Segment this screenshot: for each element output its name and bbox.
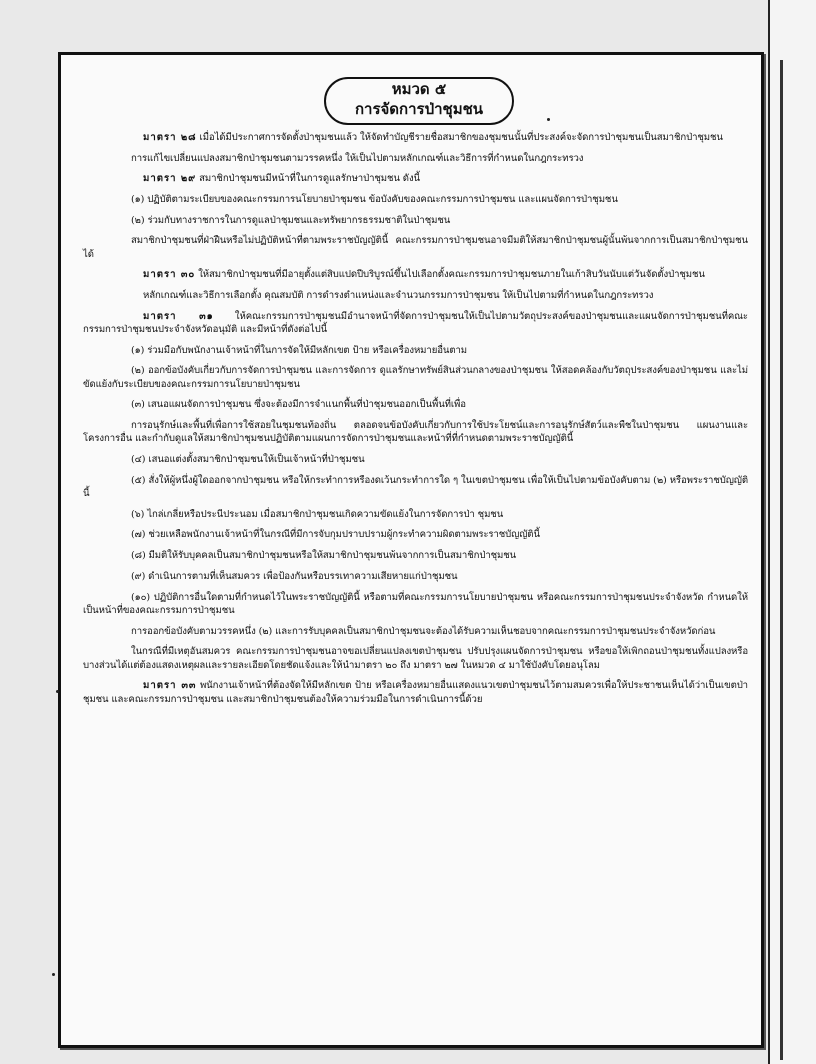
paragraph — [83, 234, 748, 261]
paragraph — [83, 453, 748, 466]
paragraph-text: ให้สมาชิกป่าชุมชนที่มีอายุตั้งแต่สิบแปดปีบริบูรณ์ขึ้นไปเลือกตั้งคณะกรรมการป่าชุมชนภายในเก้าสิบวันนับแต่วันจัดตั้งป่าชุมชน — [195, 269, 705, 281]
paragraph-text: (๑) ปฏิบัติตามระเบียบของคณะกรรมการนโยบายป่าชุมชน ข้อบังคับของคณะกรรมการป่าชุมชน และแผนจัดการป่าชุมชน — [131, 194, 618, 206]
paragraph-text: (๒) ออกข้อบังคับเกี่ยวกับการจัดการป่าชุมชน และการจัดการ ดูแลรักษาทรัพย์สินส่วนกลางของป่าชุมชน ให้สอดคล้องกับวัตถุประสงค์ของป่าชุมชน และไม่ขัดแย้งกับระเบียบของคณะกรรมการนโยบายป่าชุมชน — [83, 365, 748, 390]
paragraph-text: (๒) ร่วมกับทางราชการในการดูแลป่าชุมชนและทรัพยากรธรรมชาติในป่าชุมชน — [131, 214, 451, 226]
chapter-heading — [324, 77, 514, 125]
paragraph — [83, 398, 748, 411]
paragraph-text: (๕) สั่งให้ผู้หนึ่งผู้ใดออกจากป่าชุมชน หรือให้กระทำการหรืองดเว้นกระทำการใด ๆ ในเขตป่าชุมชน เพื่อให้เป็นไปตามข้อบังคับตาม (๒) หรือพระราชบัญญัตินี้ — [83, 474, 748, 500]
paragraph — [83, 289, 748, 302]
paragraph-text: (๑๐) ปฏิบัติการอื่นใดตามที่กำหนดไว้ในพระราชบัญญัตินี้ หรือตามที่คณะกรรมการนโยบายป่าชุมชน หรือคณะกรรมการป่าชุมชนประจำจังหวัด กำหนดให้เป็นหน้าที่ของคณะกรรมการป่าชุมชน — [83, 591, 748, 616]
section-label: มาตรา ๒๙ — [143, 173, 197, 185]
paragraph — [83, 570, 748, 583]
paragraph-text: สมาชิกป่าชุมชนมีหน้าที่ในการดูแลรักษาป่าชุมชน ดังนี้ — [196, 173, 420, 185]
adjacent-page-edge — [768, 0, 816, 1064]
paragraph-text: ในกรณีที่มีเหตุอันสมควร คณะกรรมการป่าชุมชนอาจขอเปลี่ยนแปลงเขตป่าชุมชน ปรับปรุงแผนจัดการป่าชุมชน หรือขอให้เพิกถอนป่าชุมชนทั้งแปลงหรือบางส่วนได้แต่ต้องแสดงเหตุผลและรายละเอียดโดยชัดแจ้งและให้นำมาตรา ๒๐ ถึง มาตรา ๒๗ ในหมวด ๔ มาใช้บังคับโดยอนุโลม — [83, 646, 748, 671]
paragraph — [83, 193, 748, 206]
document-body — [83, 131, 748, 713]
document-page — [58, 52, 764, 1048]
paragraph-text: การอนุรักษ์และพื้นที่เพื่อการใช้สอยในชุมชนท้องถิ่น ตลอดจนข้อบังคับเกี่ยวกับการใช้ประโยชน์และการอนุรักษ์สัตว์และพืชในป่าชุมชน แผนงานและโครงการอื่น และกำกับดูแลให้สมาชิกป่าชุมชนปฏิบัติตามแผนการจัดการป่าชุมชนและหน้าที่ที่กำหนดตามพระราชบัญญัตินี้ — [83, 420, 748, 445]
paragraph — [83, 528, 748, 541]
paragraph-text: พนักงานเจ้าหน้าที่ต้องจัดให้มีหลักเขต ป้าย หรือเครื่องหมายอื่นแสดงแนวเขตป่าชุมชนไว้ตามสมควรเพื่อให้ประชาชนเห็นได้ว่าเป็นเขตป่าชุมชน และคณะกรรมการป่าชุมชน และสมาชิกป่าชุมชนต้องให้ความร่วมมือในการดำเนินการนี้ด้วย — [83, 680, 748, 705]
paragraph — [83, 214, 748, 227]
paragraph-text: (๓) เสนอแผนจัดการป่าชุมชน ซึ่งจะต้องมีการจำแนกพื้นที่ป่าชุมชนออกเป็นพื้นที่เพื่อ — [131, 399, 466, 411]
scan-speck — [52, 973, 55, 976]
paragraph-text: การแก้ไขเปลี่ยนแปลงสมาชิกป่าชุมชนตามวรรคหนึ่ง ให้เป็นไปตามหลักเกณฑ์และวิธีการที่กำหนดในกฎกระทรวง — [131, 152, 584, 164]
chapter-subtitle: การจัดการป่าชุมชน — [354, 100, 484, 118]
paragraph — [83, 310, 748, 337]
paragraph — [83, 549, 748, 562]
paragraph-text: (๖) ไกล่เกลี่ยหรือประนีประนอม เมื่อสมาชิกป่าชุมชนเกิดความขัดแย้งในการจัดการป่า ชุมชน — [131, 508, 504, 520]
paragraph-text: หลักเกณฑ์และวิธีการเลือกตั้ง คุณสมบัติ การดำรงตำแหน่งและจำนวนกรรมการป่าชุมชน ให้เป็นไปตามที่กำหนดในกฎกระทรวง — [143, 290, 654, 302]
scan-speck — [56, 690, 59, 693]
paragraph-text: สมาชิกป่าชุมชนที่ฝ่าฝืนหรือไม่ปฏิบัติหน้าที่ตามพระราชบัญญัตินี้ คณะกรรมการป่าชุมชนอาจมีมติให้สมาชิกป่าชุมชนผู้นั้นพ้นจากการเป็นสมาชิกป่าชุมชนได้ — [83, 235, 748, 260]
paragraph-text: (๑) ร่วมมือกับพนักงานเจ้าหน้าที่ในการจัดให้มีหลักเขต ป้าย หรือเครื่องหมายอื่นตาม — [131, 344, 467, 356]
paragraph — [83, 152, 748, 165]
paragraph-text: (๗) ช่วยเหลือพนักงานเจ้าหน้าที่ในกรณีที่มีการจับกุมปราบปรามผู้กระทำความผิดตามพระราชบัญญัตินี้ — [131, 529, 540, 541]
paragraph-text: ให้คณะกรรมการป่าชุมชนมีอำนาจหน้าที่จัดการป่าชุมชนให้เป็นไปตามวัตถุประสงค์ของป่าชุมชนและแผนจัดการป่าชุมชนที่คณะกรรมการป่าชุมชนประจำจังหวัดอนุมัติ และมีหน้าที่ดังต่อไปนี้ — [83, 310, 748, 336]
section-label: มาตรา ๓๓ — [143, 680, 197, 692]
paragraph — [83, 508, 748, 521]
paragraph — [83, 172, 748, 185]
section-label: มาตรา ๓๐ — [143, 269, 196, 281]
paragraph — [83, 474, 748, 501]
scan-speck — [547, 118, 550, 121]
section-label: มาตรา ๓๑ — [143, 310, 214, 322]
paragraph — [83, 645, 748, 672]
paragraph — [83, 344, 748, 357]
chapter-title: หมวด ๕ — [391, 80, 447, 98]
paragraph-text: การออกข้อบังคับตามวรรคหนึ่ง (๒) และการรับบุคคลเป็นสมาชิกป่าชุมชนจะต้องได้รับความเห็นชอบจากคณะกรรมการป่าชุมชนประจำจังหวัดก่อน — [131, 625, 716, 637]
paragraph — [83, 625, 748, 638]
paragraph-text: เมื่อได้มีประกาศการจัดตั้งป่าชุมชนแล้ว ให้จัดทำบัญชีรายชื่อสมาชิกของชุมชนนั้นที่ประสงค์จะจัดการป่าชุมชนเป็นสมาชิกป่าชุมชน — [196, 132, 723, 143]
paragraph — [83, 131, 748, 144]
paragraph — [83, 679, 748, 706]
paragraph — [83, 419, 748, 446]
paragraph — [83, 268, 748, 281]
paragraph — [83, 591, 748, 618]
paragraph — [83, 364, 748, 391]
paragraph-text: (๔) เสนอแต่งตั้งสมาชิกป่าชุมชนให้เป็นเจ้าหน้าที่ป่าชุมชน — [131, 454, 365, 466]
paragraph-text: (๘) มีมติให้รับบุคคลเป็นสมาชิกป่าชุมชนหรือให้สมาชิกป่าชุมชนพ้นจากการเป็นสมาชิกป่าชุมชน — [131, 550, 517, 562]
paragraph-text: (๙) ดำเนินการตามที่เห็นสมควร เพื่อป้องกันหรือบรรเทาความเสียหายแก่ป่าชุมชน — [131, 570, 458, 582]
section-label: มาตรา ๒๘ — [143, 132, 197, 143]
